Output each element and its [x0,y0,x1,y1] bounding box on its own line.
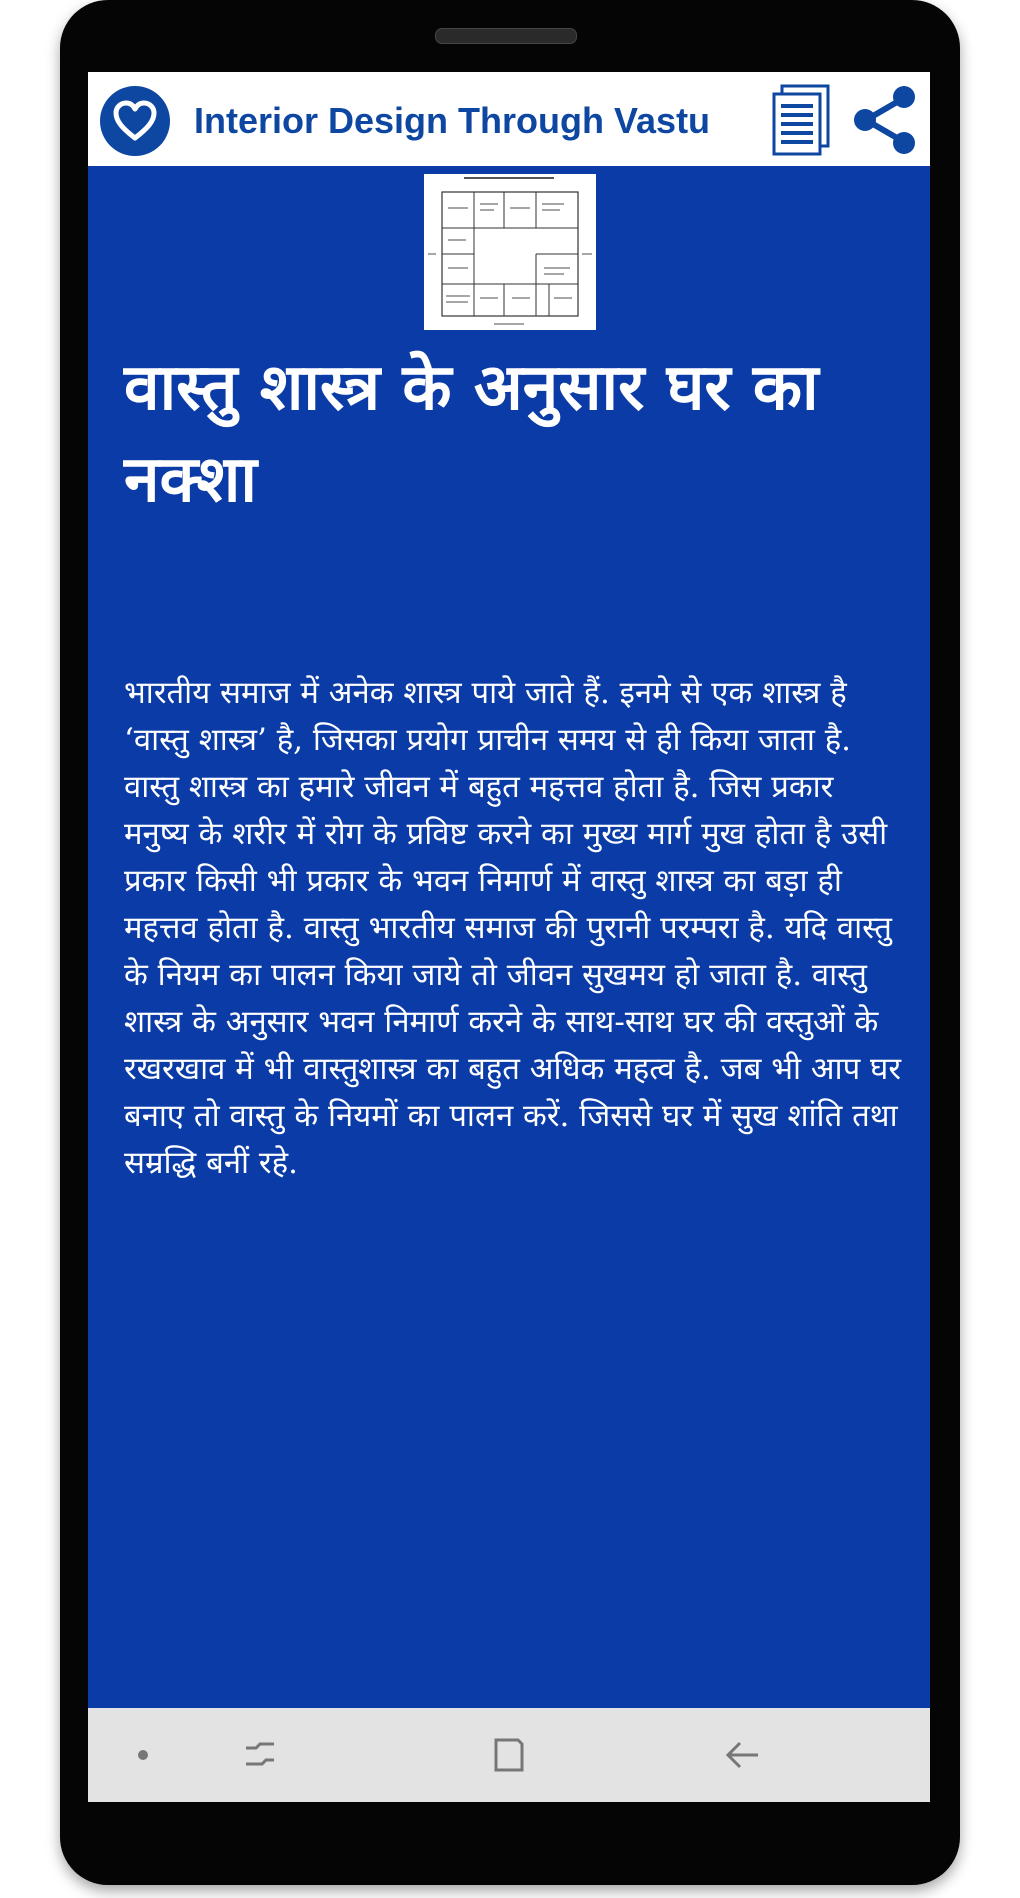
dot-icon [118,1730,168,1780]
nav-back-button[interactable] [718,1730,768,1780]
nav-home-button[interactable] [484,1730,534,1780]
share-icon [850,84,920,156]
nav-dot-button[interactable] [118,1730,168,1780]
nav-recents-button[interactable] [238,1730,288,1780]
phone-speaker [435,28,577,44]
favorite-button[interactable] [100,86,170,156]
document-list-icon [768,84,834,156]
recents-icon [238,1730,288,1780]
back-arrow-icon [718,1730,768,1780]
article-body: भारतीय समाज में अनेक शास्त्र पाये जाते हैं. इनमे से एक शास्त्र है ‘वास्तु शास्त्र’ है, जिसका प्रयोग प्राचीन समय से ही किया जाता है. वास्तु शास्त्र का हमारे जीवन में बहुत महत्तव होता है. जिस प्रकार मनुष्य के शरीर में रोग के प्रविष्ट करने का मुख्य मार्ग मुख होता है उसी प्रकार किसी भी प्रकार के भवन निमार्ण में वास्तु शास्त्र का बड़ा ही महत्तव होता है. वास्तु भारतीय समाज की पुरानी परम्परा है. यदि वास्तु के नियम का पालन किया जाये तो जीवन सुखमय हो जाता है. वास्तु शास्त्र के अनुसार भवन निमार्ण करने के साथ-साथ घर की वस्तुओं के रखरखाव में भी वास्तुशास्त्र का बहुत अधिक महत्व है. जब भी आप घर बनाए तो वास्तु के नियमों का पालन करें. जिससे घर में सुख शांति तथा सम्रद्धि बनीं रहे. [124,675,902,1181]
floor-plan-image [424,174,596,330]
article-heading: वास्तु शास्त्र के अनुसार घर का नक्शा [124,351,819,517]
heart-icon [112,100,158,142]
app-screen [88,72,930,1802]
share-button[interactable] [850,84,920,156]
app-title: Interior Design Through Vastu [194,100,711,141]
system-nav-bar [88,1708,930,1802]
phone-frame [60,0,960,1885]
floor-plan-thumbnail[interactable] [424,174,596,330]
document-list-button[interactable] [768,84,834,156]
home-icon [484,1730,534,1780]
app-bar [88,72,930,166]
